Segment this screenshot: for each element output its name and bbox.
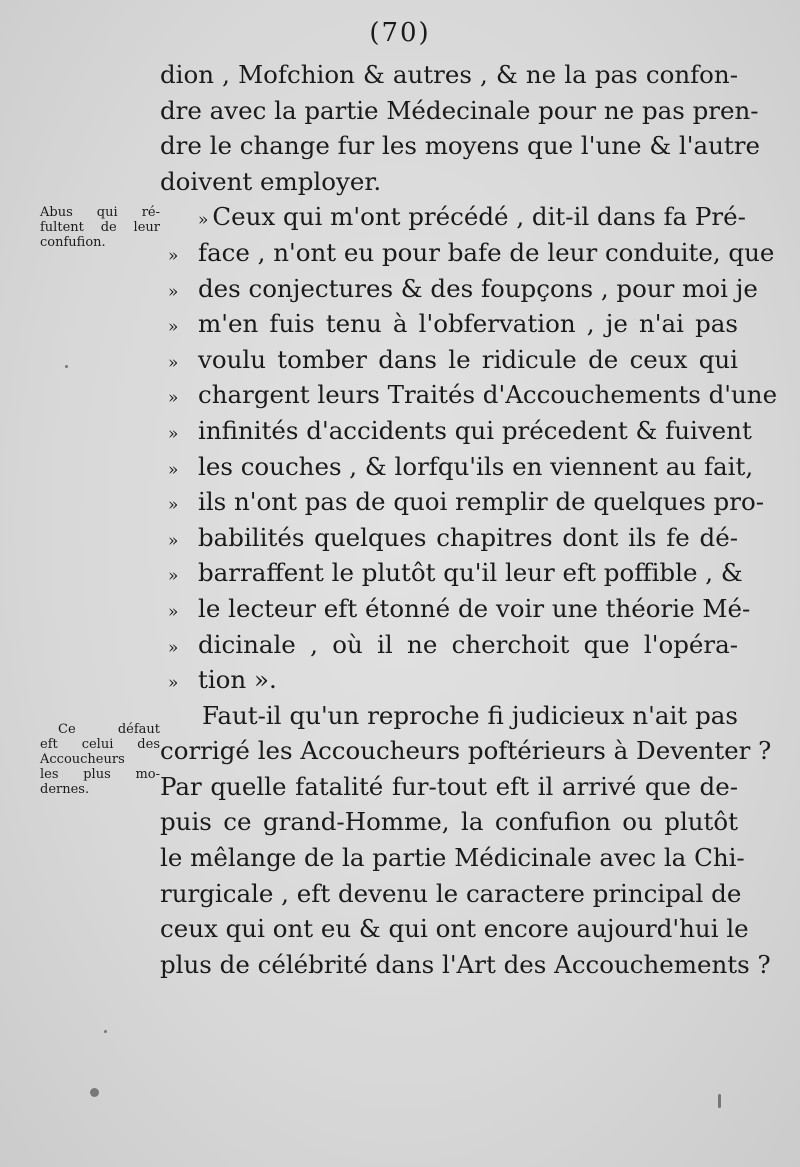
body-text (160, 60, 778, 985)
quote-mark: » (168, 317, 179, 338)
text-line (160, 415, 752, 452)
text-line (160, 558, 743, 594)
margin-note-defaut (40, 722, 160, 797)
text-line (160, 807, 738, 843)
quote-mark: » (168, 459, 179, 480)
text-line-content: ceux qui ont eu & qui ont encore aujourd'hui le (160, 914, 749, 944)
paper-speck (65, 365, 68, 368)
text-line-content: Faut-il qu'un reproche fi judicieux n'ait pas (202, 700, 738, 730)
text-line-content: rurgicale , eft devenu le caractere principal de (160, 878, 742, 908)
quote-mark: » (168, 423, 179, 444)
quote-mark: » (168, 530, 179, 551)
text-line-content: face , n'ont eu pour bafe de leur conduite, que (198, 237, 775, 267)
text-line-content: Ceux qui m'ont précédé , dit-il dans fa Pré- (212, 202, 746, 232)
margin-note-line: Abus qui ré- (40, 205, 160, 220)
text-line (160, 772, 738, 808)
text-line (160, 380, 778, 416)
text-line-content: dre le change fur les moyens que l'une & l'autre (160, 131, 760, 161)
text-line (160, 878, 742, 915)
text-line-content: dre avec la partie Médecinale pour ne pas pren- (160, 95, 759, 125)
margin-note-line: Ce défaut (58, 722, 160, 737)
text-line-content: ils n'ont pas de quoi remplir de quelques pro- (198, 487, 764, 517)
text-line (160, 736, 772, 772)
page-number: (70) (369, 18, 431, 48)
text-line-content: babilités quelques chapitres dont ils fe dé- (198, 522, 738, 552)
text-line-content: le lecteur eft étonné de voir une théorie Mé- (198, 593, 751, 623)
text-line-content: puis ce grand-Homme, la confufion ou plutôt (160, 807, 738, 837)
text-line-content: m'en fuis tenu à l'obfervation , je n'ai pas (198, 309, 738, 339)
quote-mark: » (168, 245, 179, 266)
quote-mark: » (168, 388, 179, 409)
text-line (160, 451, 754, 488)
text-line-content: corrigé les Accoucheurs poftérieurs à Deventer ? (160, 736, 772, 766)
margin-note-line: eft celui des (40, 737, 160, 752)
text-line-content: tion ». (198, 665, 277, 695)
text-line-content: plus de célébrité dans l'Art des Accouchements ? (160, 949, 771, 979)
text-line (160, 131, 760, 167)
quote-mark: » (168, 601, 179, 622)
paper-speck (90, 1088, 99, 1097)
text-line (160, 202, 746, 238)
margin-note-line: Accoucheurs (40, 752, 125, 767)
text-line-content: voulu tomber dans le ridicule de ceux qui (198, 344, 738, 374)
text-line (160, 630, 738, 666)
margin-note-line: confufion. (40, 235, 106, 250)
text-line (160, 237, 775, 274)
quote-mark: » (168, 495, 179, 516)
quote-mark: » (168, 352, 179, 373)
quote-mark: » (198, 210, 209, 231)
quote-mark: » (168, 673, 179, 694)
text-line (160, 843, 745, 879)
text-line-content: infinités d'accidents qui précedent & fuivent (198, 415, 752, 445)
text-line (160, 309, 738, 345)
text-line-content: Par quelle fatalité fur-tout eft il arrivé que de- (160, 771, 738, 801)
margin-note-line: dernes. (40, 782, 90, 797)
text-line-content: doivent employer. (160, 166, 382, 196)
text-line-content: barraffent le plutôt qu'il leur eft poffible , & (198, 558, 743, 588)
quote-mark: » (168, 566, 179, 587)
text-line (160, 949, 771, 986)
quote-mark: » (168, 281, 179, 302)
text-line-content: dicinale , où il ne cherchoit que l'opéra- (198, 629, 738, 659)
quote-mark: » (168, 637, 179, 658)
text-line-content: dion , Mofchion & autres , & ne la pas confon- (160, 60, 738, 89)
text-line-content: les couches , & lorfqu'ils en viennent au fait, (198, 451, 754, 481)
text-line-content: chargent leurs Traités d'Accouchements d'une (198, 380, 778, 410)
text-line (160, 665, 738, 701)
margin-note-line: les plus mo- (40, 767, 160, 782)
text-line (160, 487, 764, 523)
text-line (160, 914, 749, 950)
text-line (160, 60, 738, 96)
margin-note-line: fultent de leur (40, 220, 160, 235)
text-line (160, 345, 738, 381)
text-line (160, 167, 738, 203)
text-line (160, 701, 738, 737)
text-line (160, 593, 751, 630)
text-line-content: le mêlange de la partie Médicinale avec la Chi- (160, 843, 745, 873)
text-line (160, 273, 758, 310)
paper-speck (718, 1094, 721, 1108)
text-line (160, 523, 738, 559)
text-line (160, 95, 759, 132)
text-line-content: des conjectures & des foupçons , pour moi je (198, 273, 758, 303)
paper-speck (104, 1030, 107, 1033)
margin-note-abus (40, 205, 160, 250)
